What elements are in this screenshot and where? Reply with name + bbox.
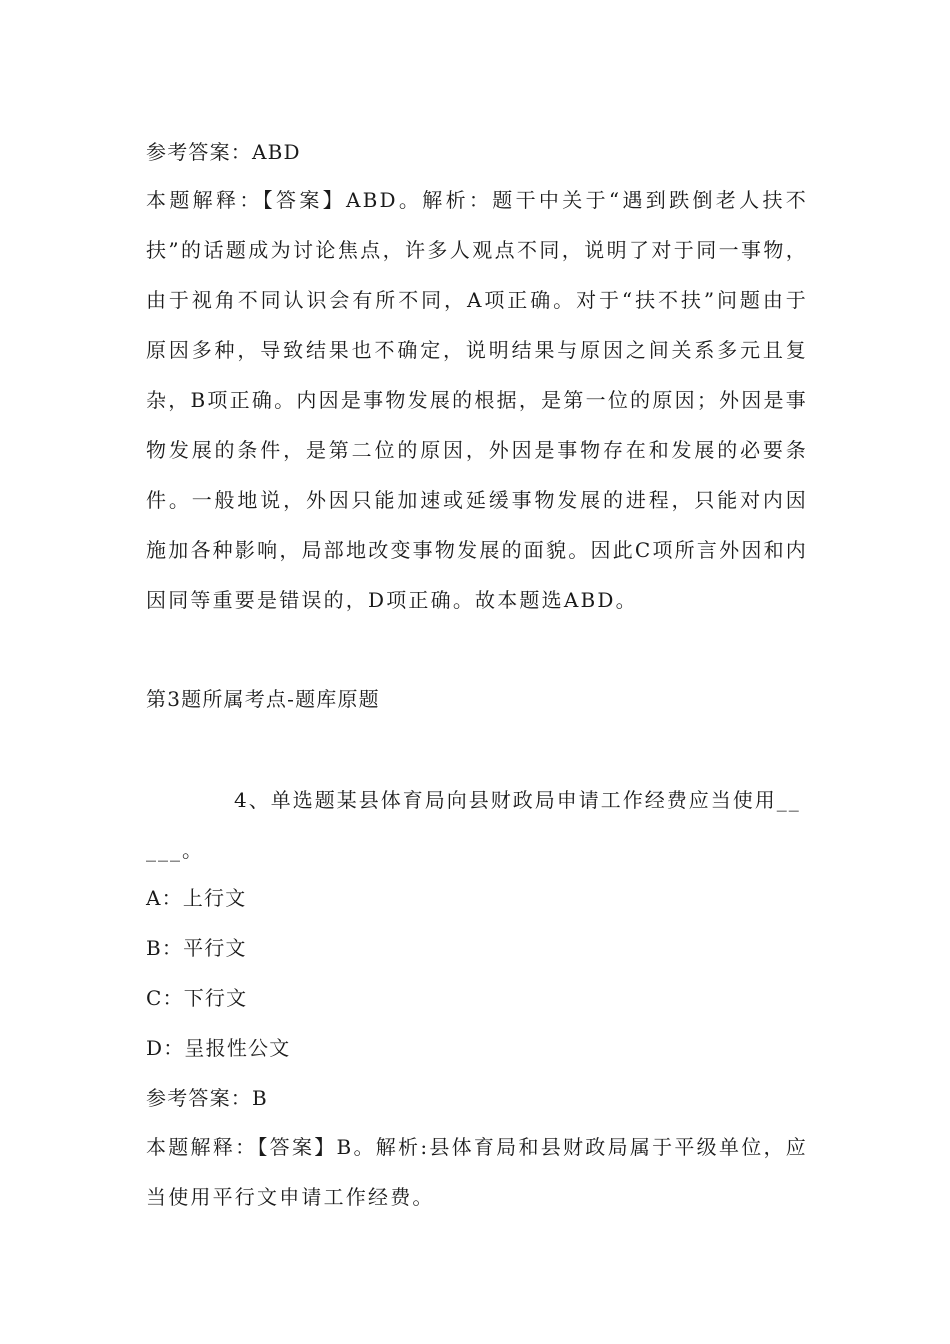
q4-option-c: C：下行文 xyxy=(146,986,248,1010)
q4-option-d: D：呈报性公文 xyxy=(146,1036,291,1060)
q4-explanation: 本题解释：【答案】B。解析:县体育局和县财政局属于平级单位，应当使用平行文申请工作经费。 xyxy=(146,1135,808,1209)
q4-stem: 4、单选题某县体育局向县财政局申请工作经费应当使用_____。 xyxy=(146,788,801,862)
q3-knowledge-point: 第3题所属考点-题库原题 xyxy=(146,687,380,711)
q4-answer: 参考答案：B xyxy=(146,1086,268,1110)
q4-option-b: B：平行文 xyxy=(146,936,247,960)
q3-answer: 参考答案：ABD xyxy=(146,140,301,164)
q3-explanation: 本题解释：【答案】ABD。解析：题干中关于“遇到跌倒老人扶不扶”的话题成为讨论焦点，许多人观点不同，说明了对于同一事物，由于视角不同认识会有所不同，A项正确。对于“扶不扶”问题由于原因多种，导致结果也不确定，说明结果与原因之间关系多元且复杂，B项正确。内因是事物发展的根据，是第一位的原因；外因是事物发展的条件，是第二位的原因，外因是事物存在和发展的必要条件。一般地说，外因只能加速或延缓事物发展的进程，只能对内因施加各种影响，局部地改变事物发展的面貌。因此C项所言外因和内因同等重要是错误的，D项正确。故本题选ABD。 xyxy=(146,188,808,612)
q4-option-a: A：上行文 xyxy=(146,886,247,910)
